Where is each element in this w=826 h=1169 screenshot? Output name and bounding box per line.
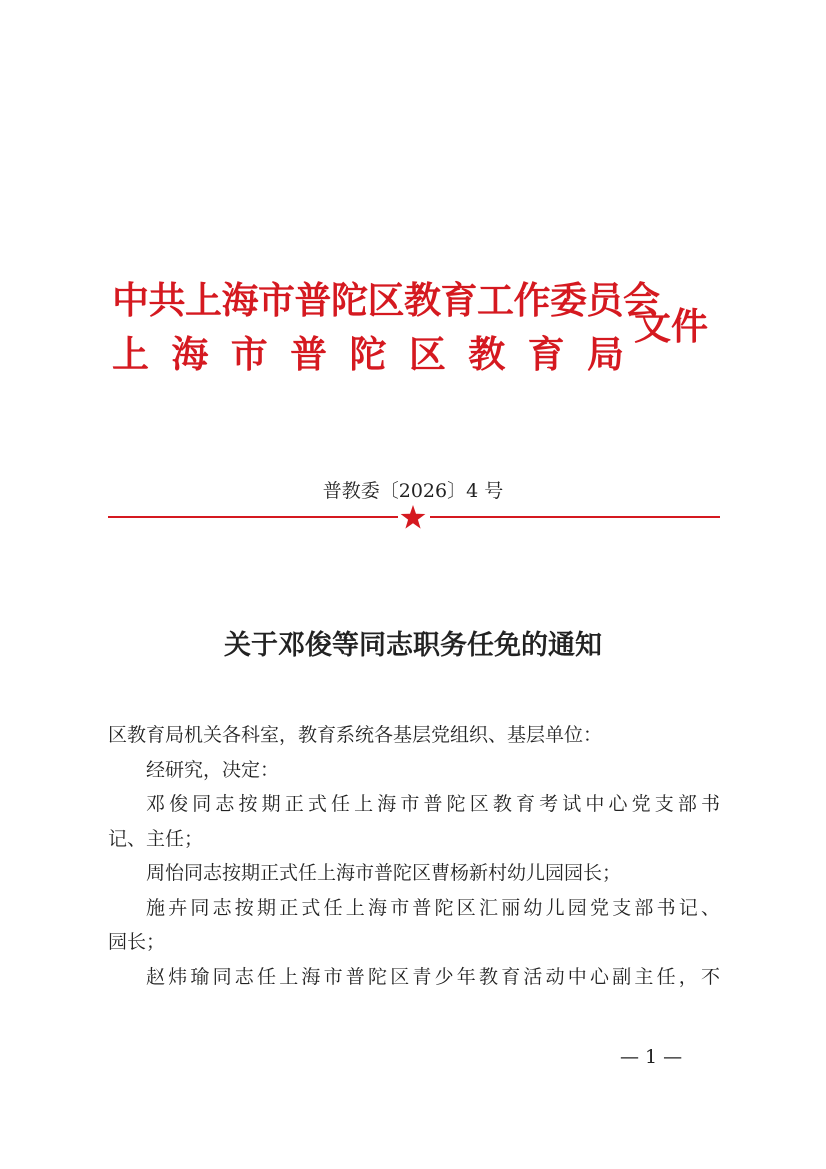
issuer-char: 市 <box>230 332 268 376</box>
issuer-char: 陀 <box>349 332 387 376</box>
body-paragraph: 施卉同志按期正式任上海市普陀区汇丽幼儿园党支部书记、 <box>146 896 720 919</box>
separator-line-right <box>430 516 720 518</box>
issuer-char: 上 <box>112 332 149 376</box>
body-paragraph: 邓俊同志按期正式任上海市普陀区教育考试中心党支部书 <box>146 793 720 815</box>
document-suffix: 文件 <box>634 304 708 348</box>
issuer-char: 区 <box>408 332 446 376</box>
body-paragraph-continuation: 记、主任； <box>108 827 204 850</box>
issuer-party-committee: 中共上海市普陀区教育工作委员会 <box>112 278 660 322</box>
page-number: — 1 — <box>620 1046 683 1068</box>
star-icon <box>400 504 426 530</box>
issuer-education-bureau <box>112 332 624 376</box>
issuer-header <box>108 270 728 390</box>
document-title: 关于邓俊等同志职务任免的通知 <box>224 630 602 661</box>
document-body <box>108 718 720 994</box>
issuer-char: 局 <box>587 332 624 376</box>
issuer-char: 普 <box>290 332 328 376</box>
issuer-char: 育 <box>527 332 565 376</box>
document-number: 普教委〔2026〕4 号 <box>322 480 504 502</box>
body-paragraph: 经研究，决定： <box>146 758 280 781</box>
issuer-char: 海 <box>171 332 209 376</box>
body-paragraph: 周怡同志按期正式任上海市普陀区曹杨新村幼儿园园长； <box>146 862 622 884</box>
separator-line-left <box>108 516 398 518</box>
body-paragraph-continuation: 园长； <box>108 931 166 953</box>
issuer-char: 教 <box>468 332 506 376</box>
salutation: 区教育局机关各科室，教育系统各基层党组织、基层单位： <box>108 724 603 746</box>
body-paragraph: 赵炜瑜同志任上海市普陀区青少年教育活动中心副主任，不 <box>146 965 720 988</box>
